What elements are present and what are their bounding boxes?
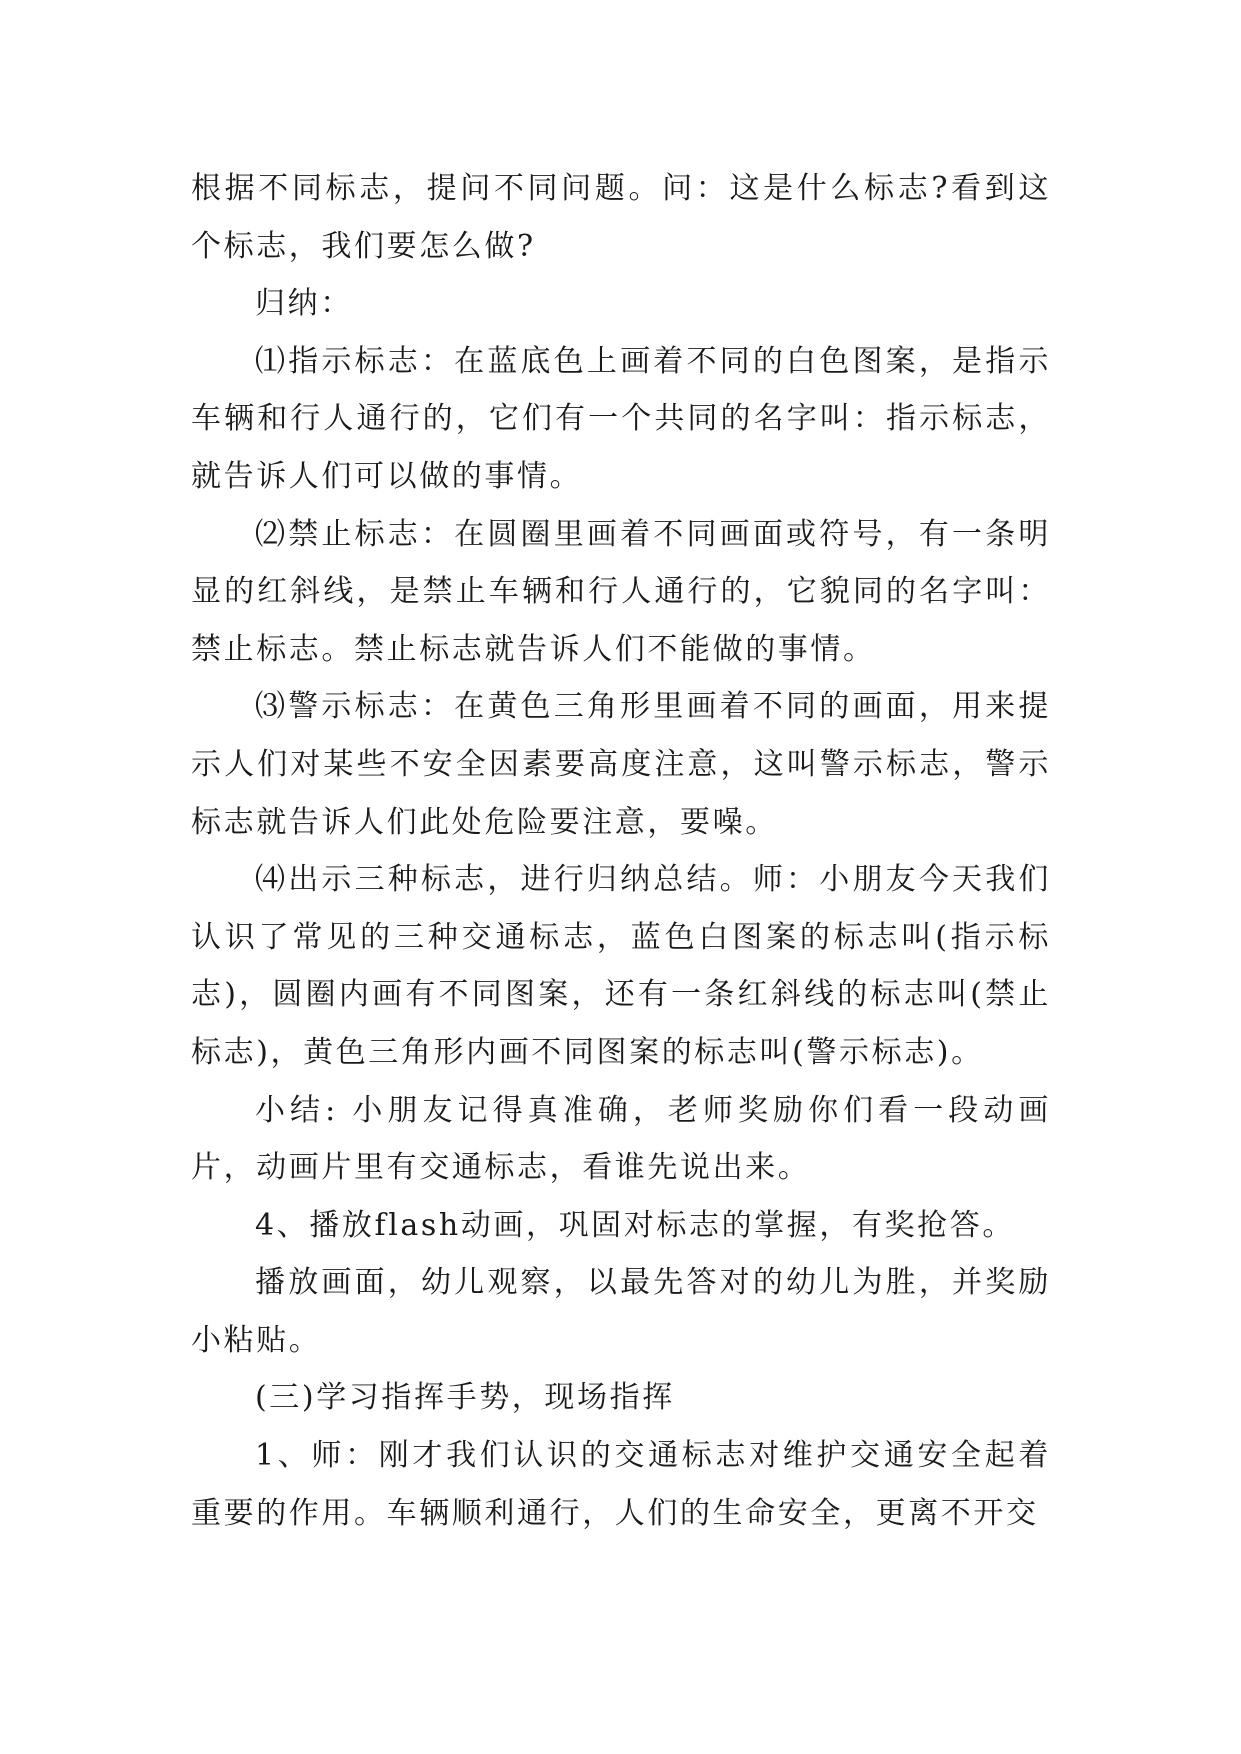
paragraph: 1、师：刚才我们认识的交通标志对维护交通安全起着重要的作用。车辆顺利通行，人们的生命安全，更离不开交	[191, 1438, 1051, 1531]
body-text	[191, 160, 1051, 1542]
paragraph: ⑵禁止标志：在圆圈里画着不同画面或符号，有一条明显的红斜线，是禁止车辆和行人通行的，它貌同的名字叫：禁止标志。禁止标志就告诉人们不能做的事情。	[191, 516, 1051, 667]
paragraph: ⑶警示标志：在黄色三角形里画着不同的画面，用来提示人们对某些不安全因素要高度注意，这叫警示标志，警示标志就告诉人们此处危险要注意，要噪。	[191, 689, 1051, 840]
paragraph: ⑷出示三种标志，进行归纳总结。师：小朋友今天我们认识了常见的三种交通标志，蓝色白图案的标志叫(指示标志)，圆圈内画有不同图案，还有一条红斜线的标志叫(禁止标志)，黄色三角形内画不同图案的标志叫(警示标志)。	[191, 862, 1051, 1070]
paragraph: 4、播放flash动画，巩固对标志的掌握，有奖抢答。	[255, 1207, 1015, 1243]
paragraph: 播放画面，幼儿观察，以最先答对的幼儿为胜，并奖励小粘贴。	[191, 1265, 1051, 1358]
paragraph: ⑴指示标志：在蓝底色上画着不同的白色图案，是指示车辆和行人通行的，它们有一个共同的名字叫：指示标志，就告诉人们可以做的事情。	[191, 343, 1051, 494]
paragraph: 归纳：	[255, 286, 353, 322]
paragraph: 根据不同标志，提问不同问题。问：这是什么标志?看到这个标志，我们要怎么做?	[191, 171, 1051, 264]
paragraph: (三)学习指挥手势，现场指挥	[255, 1380, 675, 1416]
paragraph: 小结: 小朋友记得真准确，老师奖励你们看一段动画片，动画片里有交通标志，看谁先说出来。	[191, 1092, 1051, 1186]
